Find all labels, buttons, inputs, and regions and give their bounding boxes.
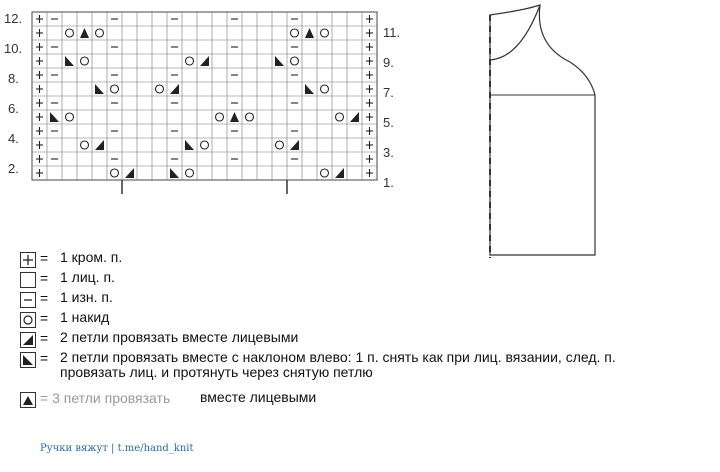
legend-row-purl bbox=[20, 290, 720, 310]
legend-text-k3tog: вместе лицевыми bbox=[200, 389, 317, 405]
row-number-right: 1. bbox=[383, 175, 394, 190]
row-number-right: 9. bbox=[383, 55, 394, 70]
legend-equals: = bbox=[40, 330, 49, 346]
legend-symbol-knit bbox=[20, 272, 36, 288]
schematic-outline bbox=[490, 5, 595, 255]
legend-row-yarn-over bbox=[20, 310, 720, 330]
row-number-left: 8. bbox=[8, 71, 19, 86]
row-number-left: 12. bbox=[4, 11, 23, 26]
legend-equals-faded: = 3 петли провязать bbox=[40, 390, 171, 406]
row-number-right: 3. bbox=[383, 145, 394, 160]
garment-schematic bbox=[480, 0, 620, 265]
row-number-left: 4. bbox=[8, 131, 19, 146]
legend-text-yarn-over: 1 накид bbox=[60, 309, 110, 325]
legend-symbol-ssk bbox=[20, 352, 36, 368]
watermark: Ручки вяжут | t.me/hand_knit bbox=[40, 443, 194, 454]
legend-symbol-k2tog bbox=[20, 332, 36, 348]
legend-row-k3tog bbox=[20, 390, 720, 410]
legend-text-knit: 1 лиц. п. bbox=[60, 269, 115, 285]
legend-row-edge bbox=[20, 250, 720, 270]
schematic-neckline bbox=[490, 5, 540, 60]
row-number-right: 11. bbox=[383, 25, 401, 40]
legend-text-edge: 1 кром. п. bbox=[60, 249, 123, 265]
row-number-right: 5. bbox=[383, 115, 394, 130]
legend-symbol-edge bbox=[20, 252, 36, 268]
row-number-left: 2. bbox=[8, 161, 19, 176]
symbol-legend bbox=[20, 250, 720, 410]
legend-equals: = bbox=[40, 290, 49, 306]
legend-text-purl: 1 изн. п. bbox=[60, 289, 113, 305]
legend-text-k2tog: 2 петли провязать вместе лицевыми bbox=[60, 329, 299, 345]
row-number-right: 7. bbox=[383, 85, 394, 100]
legend-row-k2tog bbox=[20, 330, 720, 350]
legend-row-ssk bbox=[20, 350, 720, 390]
legend-equals: = bbox=[40, 270, 49, 286]
legend-equals: = bbox=[40, 350, 49, 366]
legend-symbol-purl bbox=[20, 292, 36, 308]
legend-equals: = bbox=[40, 250, 49, 266]
knitting-chart bbox=[0, 0, 400, 210]
legend-text-ssk: 2 петли провязать вместе с наклоном влево: 1 п. снять как при лиц. вязании, след. п. провязать лиц. и протянуть через снятую петлю bbox=[60, 349, 616, 380]
legend-symbol-k3tog bbox=[20, 392, 36, 408]
legend-equals: = bbox=[40, 310, 49, 326]
row-number-left: 10. bbox=[4, 41, 23, 56]
legend-symbol-yarn-over bbox=[20, 312, 36, 328]
legend-row-knit bbox=[20, 270, 720, 290]
row-number-left: 6. bbox=[8, 101, 19, 116]
